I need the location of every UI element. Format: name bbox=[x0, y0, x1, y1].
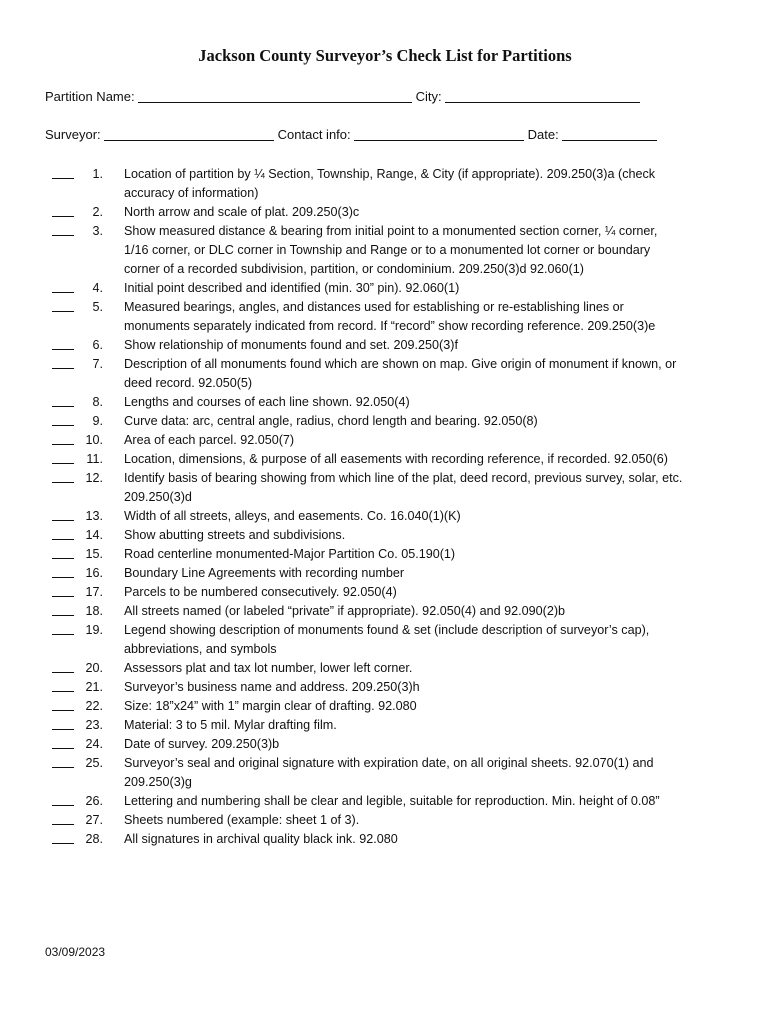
item-number: 19. bbox=[85, 623, 103, 637]
item-number: 22. bbox=[85, 699, 103, 713]
check-blank[interactable] bbox=[52, 577, 74, 578]
check-blank[interactable] bbox=[52, 425, 74, 426]
item-text: Show relationship of monuments found and set. 209.250(3)f bbox=[124, 338, 458, 352]
contact-info-field[interactable] bbox=[354, 128, 524, 141]
item-text: Date of survey. 209.250(3)b bbox=[124, 737, 280, 751]
checklist-item bbox=[0, 792, 770, 811]
checklist-item bbox=[0, 564, 770, 583]
item-number: 17. bbox=[85, 585, 103, 599]
item-text: Area of each parcel. 92.050(7) bbox=[124, 433, 295, 447]
item-number: 4. bbox=[92, 281, 103, 295]
surveyor-contact-date-row bbox=[45, 127, 661, 142]
item-number: 21. bbox=[85, 680, 103, 694]
item-text: Width of all streets, alleys, and easements. Co. 16.040(1)(K) bbox=[124, 509, 461, 523]
item-text: Description of all monuments found which are shown on map. Give origin of monument if known, or deed record. 92.050(5) bbox=[124, 357, 677, 390]
checklist-item bbox=[0, 602, 770, 621]
contact-info-label: Contact info: bbox=[277, 127, 351, 142]
checklist-item bbox=[0, 583, 770, 602]
item-number: 3. bbox=[92, 224, 103, 238]
check-blank[interactable] bbox=[52, 368, 74, 369]
date-field[interactable] bbox=[562, 128, 657, 141]
check-blank[interactable] bbox=[52, 406, 74, 407]
surveyor-label: Surveyor: bbox=[45, 127, 101, 142]
checklist-item bbox=[0, 279, 770, 298]
item-text: Location, dimensions, & purpose of all easements with recording reference, if recorded. 92.050(6) bbox=[124, 452, 668, 466]
check-blank[interactable] bbox=[52, 216, 74, 217]
item-text: Boundary Line Agreements with recording number bbox=[124, 566, 405, 580]
item-number: 16. bbox=[85, 566, 103, 580]
item-text: Curve data: arc, central angle, radius, chord length and bearing. 92.050(8) bbox=[124, 414, 538, 428]
item-text: Legend showing description of monuments found & set (include description of surveyor’s cap), abbreviations, and symbols bbox=[124, 623, 650, 656]
checklist-item bbox=[0, 526, 770, 545]
page-title: Jackson County Surveyor’s Check List for Partitions bbox=[198, 46, 572, 65]
checklist bbox=[0, 165, 770, 849]
partition-city-row bbox=[45, 89, 644, 104]
check-blank[interactable] bbox=[52, 292, 74, 293]
checklist-item bbox=[0, 431, 770, 450]
checklist-item bbox=[0, 412, 770, 431]
checklist-item bbox=[0, 735, 770, 754]
item-number: 12. bbox=[85, 471, 103, 485]
item-number: 13. bbox=[85, 509, 103, 523]
item-number: 11. bbox=[86, 452, 103, 466]
check-blank[interactable] bbox=[52, 767, 74, 768]
check-blank[interactable] bbox=[52, 672, 74, 673]
item-text: Lettering and numbering shall be clear and legible, suitable for reproduction. Min. height of 0.08” bbox=[124, 794, 660, 808]
check-blank[interactable] bbox=[52, 349, 74, 350]
item-text: Sheets numbered (example: sheet 1 of 3). bbox=[124, 813, 360, 827]
checklist-item bbox=[0, 203, 770, 222]
partition-name-field[interactable] bbox=[138, 90, 412, 103]
item-number: 1. bbox=[92, 167, 103, 181]
checklist-item bbox=[0, 659, 770, 678]
item-text: Initial point described and identified (min. 30” pin). 92.060(1) bbox=[124, 281, 460, 295]
check-blank[interactable] bbox=[52, 482, 74, 483]
check-blank[interactable] bbox=[52, 729, 74, 730]
item-text: North arrow and scale of plat. 209.250(3)c bbox=[124, 205, 360, 219]
item-text: Lengths and courses of each line shown. 92.050(4) bbox=[124, 395, 410, 409]
checklist-item bbox=[0, 716, 770, 735]
check-blank[interactable] bbox=[52, 520, 74, 521]
item-number: 8. bbox=[92, 395, 103, 409]
city-field[interactable] bbox=[445, 90, 640, 103]
checklist-item bbox=[0, 621, 770, 659]
item-number: 9. bbox=[92, 414, 103, 428]
city-label: City: bbox=[415, 89, 442, 104]
check-blank[interactable] bbox=[52, 539, 74, 540]
check-blank[interactable] bbox=[52, 311, 74, 312]
checklist-item bbox=[0, 298, 770, 336]
item-text: Size: 18”x24” with 1” margin clear of drafting. 92.080 bbox=[124, 699, 417, 713]
item-text: Surveyor’s business name and address. 209.250(3)h bbox=[124, 680, 420, 694]
item-number: 18. bbox=[85, 604, 103, 618]
check-blank[interactable] bbox=[52, 235, 74, 236]
check-blank[interactable] bbox=[52, 463, 74, 464]
checklist-item bbox=[0, 830, 770, 849]
checklist-item bbox=[0, 450, 770, 469]
checklist-item bbox=[0, 545, 770, 564]
checklist-item bbox=[0, 336, 770, 355]
item-number: 10. bbox=[85, 433, 103, 447]
partition-name-label: Partition Name: bbox=[45, 89, 135, 104]
check-blank[interactable] bbox=[52, 615, 74, 616]
item-number: 25. bbox=[85, 756, 103, 770]
check-blank[interactable] bbox=[52, 710, 74, 711]
item-number: 14. bbox=[85, 528, 103, 542]
checklist-item bbox=[0, 222, 770, 279]
check-blank[interactable] bbox=[52, 634, 74, 635]
check-blank[interactable] bbox=[52, 691, 74, 692]
checklist-item bbox=[0, 469, 770, 507]
checklist-item bbox=[0, 754, 770, 792]
item-number: 7. bbox=[92, 357, 103, 371]
item-text: All signatures in archival quality black ink. 92.080 bbox=[124, 832, 398, 846]
checklist-item bbox=[0, 165, 770, 203]
checklist-item bbox=[0, 355, 770, 393]
checklist-item bbox=[0, 678, 770, 697]
item-text: Location of partition by ¼ Section, Township, Range, & City (if appropriate). 209.250(3)a (check accuracy of information) bbox=[124, 167, 656, 200]
item-number: 6. bbox=[92, 338, 103, 352]
item-number: 27. bbox=[85, 813, 103, 827]
check-blank[interactable] bbox=[52, 558, 74, 559]
check-blank[interactable] bbox=[52, 824, 74, 825]
checklist-item bbox=[0, 811, 770, 830]
check-blank[interactable] bbox=[52, 444, 74, 445]
item-number: 26. bbox=[85, 794, 103, 808]
item-text: All streets named (or labeled “private” if appropriate). 92.050(4) and 92.090(2)b bbox=[124, 604, 566, 618]
surveyor-field[interactable] bbox=[104, 128, 274, 141]
checklist-item bbox=[0, 393, 770, 412]
item-text: Material: 3 to 5 mil. Mylar drafting film. bbox=[124, 718, 337, 732]
checklist-item bbox=[0, 697, 770, 716]
item-number: 24. bbox=[85, 737, 103, 751]
item-text: Parcels to be numbered consecutively. 92.050(4) bbox=[124, 585, 397, 599]
item-text: Show measured distance & bearing from initial point to a monumented section corner, ¼ corner, 1/16 corner, or DLC corner in Township and Range or to a monumented lot corner or boundary corner of a recorded subdivision, partition, or condominium. 209.250(3)d 92.060(1) bbox=[124, 224, 658, 276]
item-text: Show abutting streets and subdivisions. bbox=[124, 528, 346, 542]
item-text: Assessors plat and tax lot number, lower left corner. bbox=[124, 661, 413, 675]
checklist-item bbox=[0, 507, 770, 526]
item-number: 5. bbox=[92, 300, 103, 314]
check-blank[interactable] bbox=[52, 843, 74, 844]
date-label: Date: bbox=[527, 127, 559, 142]
check-blank[interactable] bbox=[52, 596, 74, 597]
item-number: 23. bbox=[85, 718, 103, 732]
item-text: Surveyor’s seal and original signature with expiration date, on all original sheets. 92.070(1) and 209.250(3)g bbox=[124, 756, 654, 789]
item-number: 15. bbox=[85, 547, 103, 561]
item-text: Identify basis of bearing showing from which line of the plat, deed record, previous survey, solar, etc. 209.250(3)d bbox=[124, 471, 683, 504]
item-text: Measured bearings, angles, and distances used for establishing or re-establishing lines or monuments separately indicated from record. If “record” show recording reference. 209.250(3)e bbox=[124, 300, 656, 333]
item-number: 2. bbox=[92, 205, 103, 219]
item-number: 20. bbox=[85, 661, 103, 675]
check-blank[interactable] bbox=[52, 748, 74, 749]
check-blank[interactable] bbox=[52, 178, 74, 179]
item-text: Road centerline monumented-Major Partition Co. 05.190(1) bbox=[124, 547, 456, 561]
check-blank[interactable] bbox=[52, 805, 74, 806]
item-number: 28. bbox=[85, 832, 103, 846]
footer-date: 03/09/2023 bbox=[45, 945, 106, 959]
